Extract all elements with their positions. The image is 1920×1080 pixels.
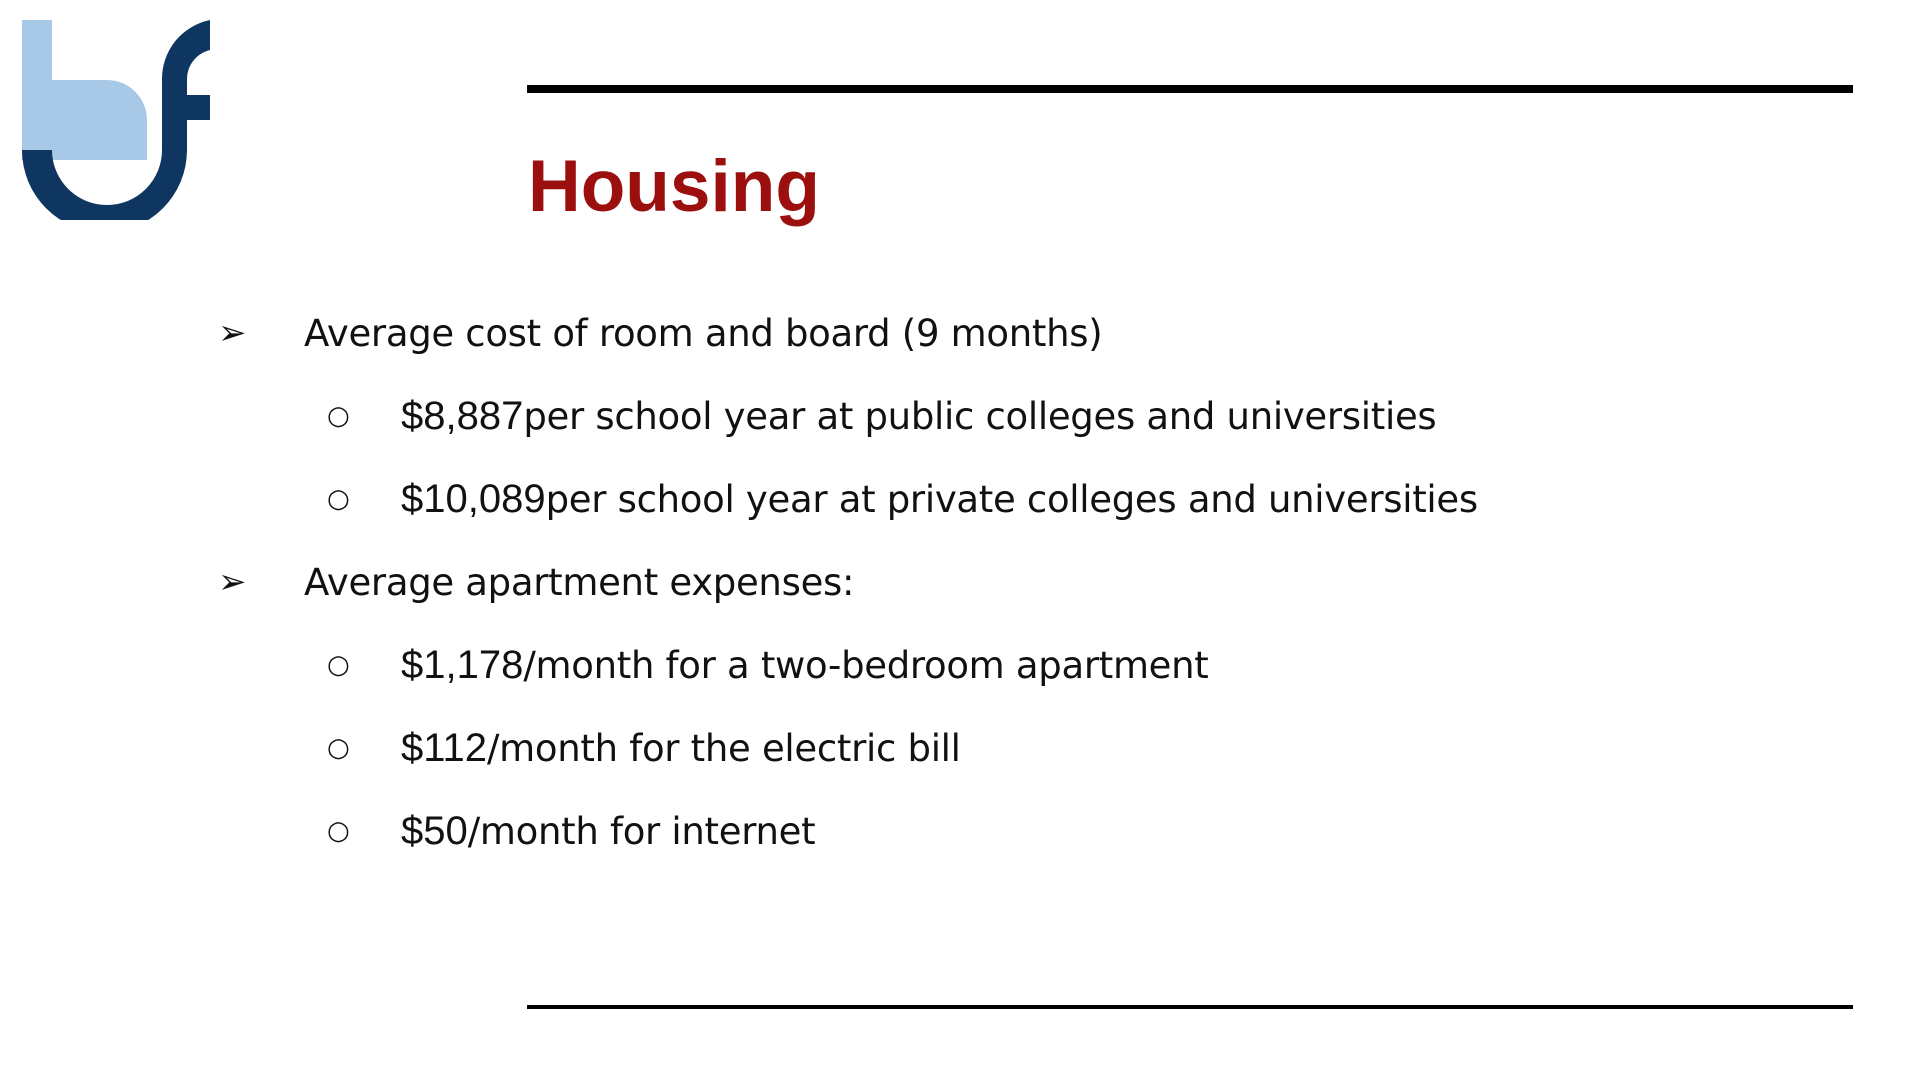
arrow-bullet-icon: ➢ — [218, 562, 247, 602]
circle-bullet-icon: ○ — [327, 733, 350, 763]
circle-bullet-icon: ○ — [327, 401, 350, 431]
sub-bullet-text: /month for a two-bedroom apartment — [523, 643, 1209, 687]
bottom-divider — [527, 1005, 1853, 1009]
sub-bullet-text: /month for internet — [467, 809, 816, 853]
sub-bullet-private — [327, 469, 1478, 529]
circle-bullet-icon: ○ — [327, 484, 350, 514]
sub-bullet-text: per school year at public colleges and universities — [523, 394, 1437, 438]
bullet-text: Average apartment expenses: — [304, 560, 855, 604]
slide-title: Housing — [528, 146, 820, 227]
bullet-apartment — [218, 552, 854, 612]
sub-bullet-text: per school year at private colleges and universities — [545, 477, 1478, 521]
bf-logo — [22, 20, 212, 220]
top-divider — [527, 85, 1853, 93]
bullet-room-board — [218, 303, 1102, 363]
amount: $50 — [401, 808, 468, 853]
arrow-bullet-icon: ➢ — [218, 313, 247, 353]
amount: $10,089 — [401, 476, 546, 521]
sub-bullet-internet — [327, 801, 815, 861]
amount: $8,887 — [401, 393, 524, 438]
sub-bullet-rent — [327, 635, 1209, 695]
circle-bullet-icon: ○ — [327, 650, 350, 680]
sub-bullet-text: /month for the electric bill — [487, 726, 961, 770]
bullet-text: Average cost of room and board (9 months) — [304, 311, 1103, 355]
circle-bullet-icon: ○ — [327, 816, 350, 846]
sub-bullet-electric — [327, 718, 961, 778]
amount: $1,178 — [401, 642, 524, 687]
amount: $112 — [401, 725, 488, 770]
sub-bullet-public — [327, 386, 1436, 446]
